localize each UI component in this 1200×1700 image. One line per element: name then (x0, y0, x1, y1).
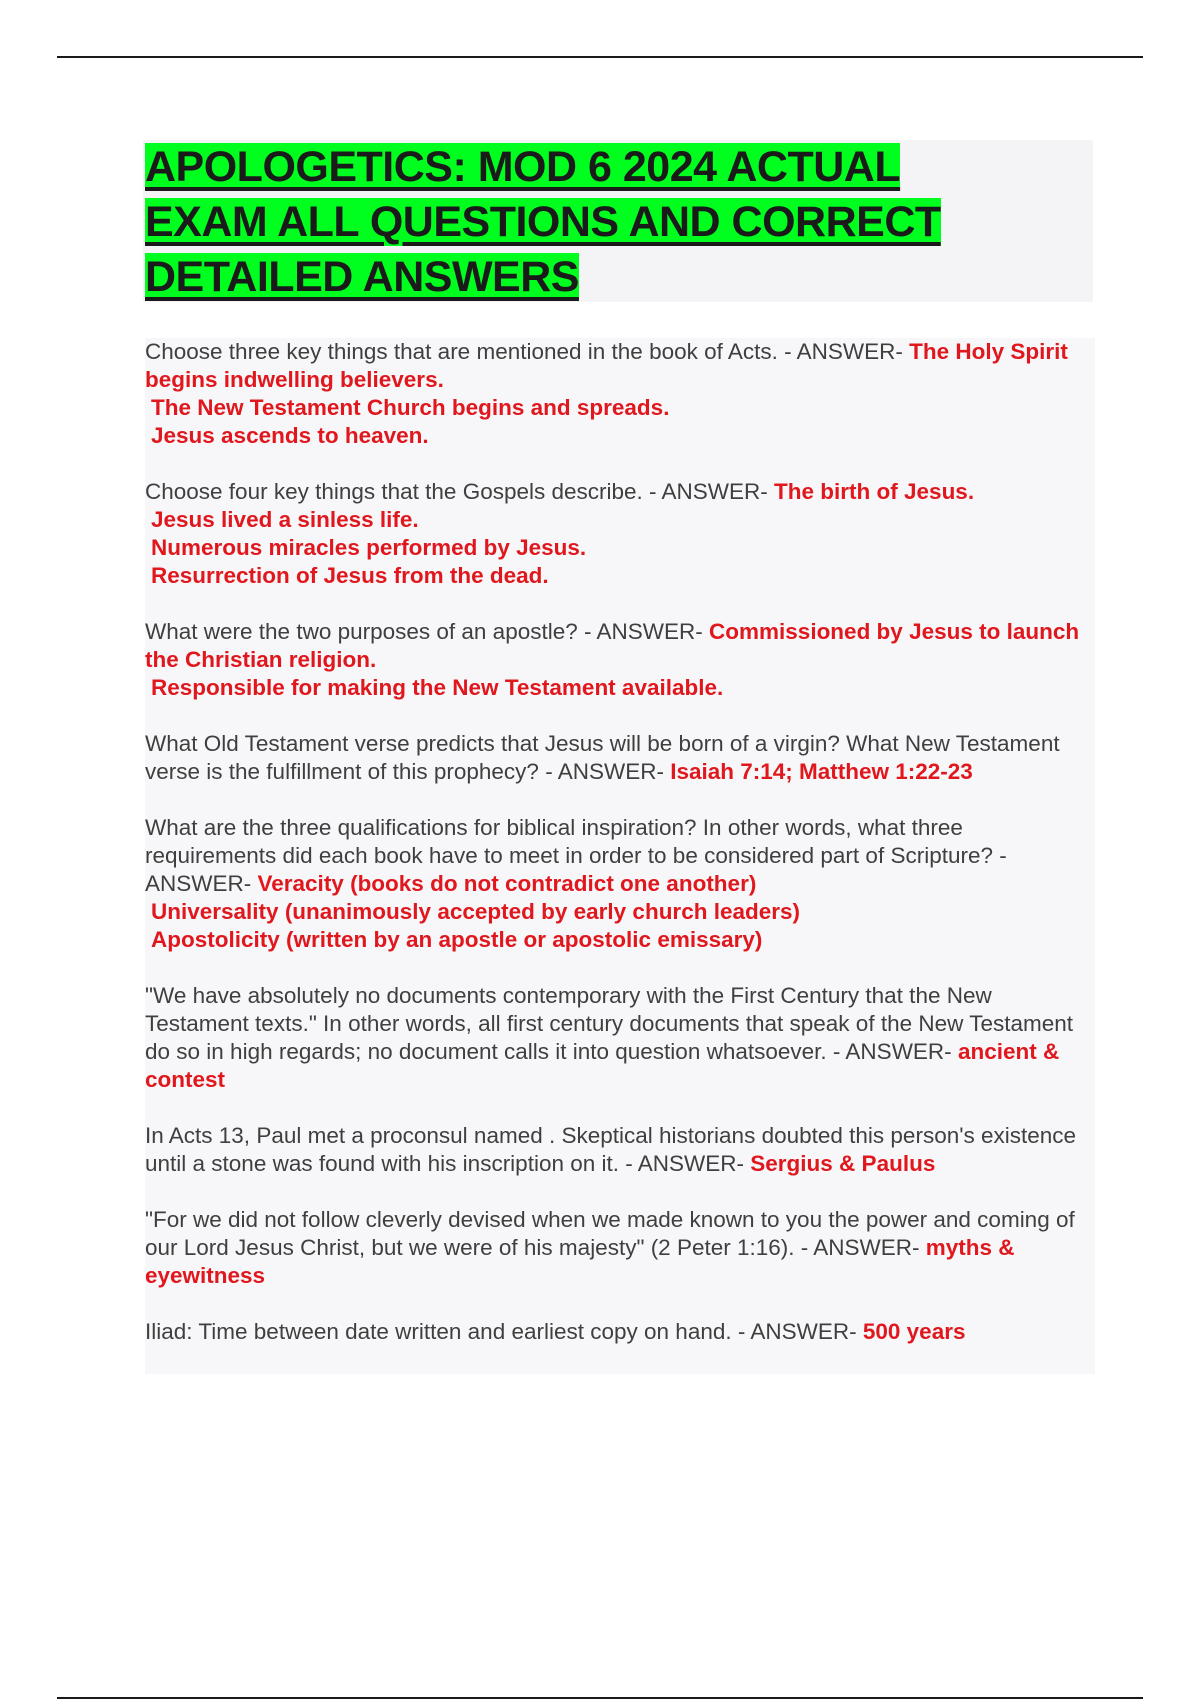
question-text: "For we did not follow cleverly devised when we made known to you the power and coming of our Lord Jesus Christ, but we were of his majesty" (2 Peter 1:16). (145, 1207, 1075, 1260)
answer-line: Resurrection of Jesus from the dead. (151, 563, 549, 588)
answer-text: Commissioned by Jesus to launch the Christian religion. (145, 619, 1080, 672)
answer-line: Responsible for making the New Testament available. (151, 675, 724, 700)
qa-item (145, 730, 1095, 786)
answer-line: Apostolicity (written by an apostle or apostolic emissary) (151, 927, 763, 952)
qa-item (145, 338, 1095, 450)
qa-list (145, 338, 1095, 1374)
title-line-3: DETAILED ANSWERS (145, 253, 579, 301)
answer-marker: - ANSWER- (777, 339, 910, 364)
answer-line: Jesus lived a sinless life. (151, 507, 419, 532)
answer-text: Sergius & Paulus (750, 1151, 936, 1176)
question-text: What Old Testament verse predicts that Jesus will be born of a virgin? What New Testament verse is the fulfillment of this prophecy? (145, 731, 1060, 784)
answer-text: The birth of Jesus. (774, 479, 975, 504)
qa-item (145, 814, 1095, 954)
question-text: "We have absolutely no documents contemporary with the First Century that the New Testament texts." In other words, all first century documents that speak of the New Testament do so in high regards; no document calls it into question whatsoever. (145, 983, 1074, 1064)
answer-text: ancient & contest (145, 1039, 1060, 1092)
qa-item (145, 1206, 1095, 1290)
question-text: Choose three key things that are mentioned in the book of Acts. (145, 339, 778, 364)
question-text: What are the three qualifications for biblical inspiration? In other words, what three requirements did each book have to meet in order to be considered part of Scripture? (145, 815, 993, 868)
question-text: What were the two purposes of an apostle? (145, 619, 578, 644)
qa-item (145, 1318, 1095, 1346)
answer-marker: - ANSWER- (538, 759, 671, 784)
answer-marker: - ANSWER- (731, 1319, 863, 1344)
answer-marker: - ANSWER- (642, 479, 775, 504)
title-line-2: EXAM ALL QUESTIONS AND CORRECT (145, 198, 941, 246)
answer-text: Veracity (books do not contradict one another) (257, 871, 757, 896)
answer-marker: - ANSWER- (826, 1039, 958, 1064)
question-text: Iliad: Time between date written and earliest copy on hand. (145, 1319, 732, 1344)
answer-marker: - ANSWER- (794, 1235, 926, 1260)
answer-line: Jesus ascends to heaven. (151, 423, 429, 448)
answer-text: 500 years (862, 1319, 966, 1344)
question-text: In Acts 13, Paul met a proconsul named . Skeptical historians doubted this person's existence until a stone was found with his inscription on it. (145, 1123, 1077, 1176)
qa-item (145, 1122, 1095, 1178)
document-title (145, 140, 1095, 305)
qa-item (145, 478, 1095, 590)
answer-line: Numerous miracles performed by Jesus. (151, 535, 587, 560)
qa-item (145, 982, 1095, 1094)
qa-item (145, 618, 1095, 702)
top-rule (57, 56, 1143, 58)
bottom-rule (57, 1697, 1143, 1699)
answer-marker: - ANSWER- (145, 843, 1007, 896)
answer-line: The New Testament Church begins and spreads. (151, 395, 670, 420)
answer-text: Isaiah 7:14; Matthew 1:22-23 (670, 759, 973, 784)
title-line-1: APOLOGETICS: MOD 6 2024 ACTUAL (145, 143, 901, 191)
answer-marker: - ANSWER- (577, 619, 710, 644)
question-text: Choose four key things that the Gospels describe. (145, 479, 643, 504)
answer-line: Universality (unanimously accepted by early church leaders) (151, 899, 800, 924)
answer-text: The Holy Spirit begins indwelling believers. (145, 339, 1068, 392)
answer-marker: - ANSWER- (619, 1151, 751, 1176)
answer-text: myths & eyewitness (145, 1235, 1015, 1288)
